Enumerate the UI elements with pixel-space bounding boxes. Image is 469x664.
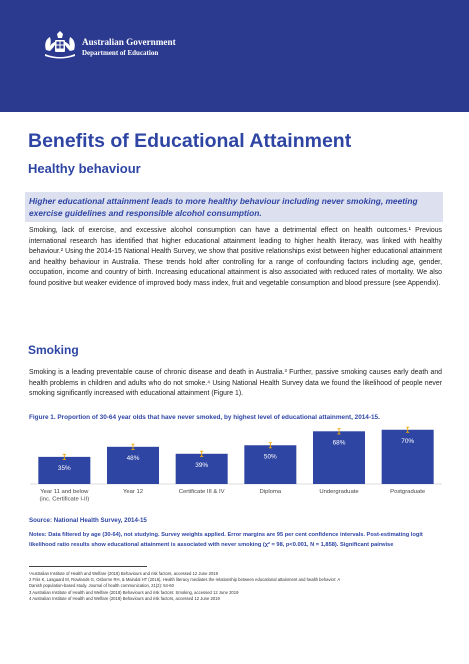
chart-category-label: Year 12: [122, 489, 144, 495]
government-header: [0, 0, 469, 112]
chart-notes: Notes: Data filtered by age (30-64), not studying. Survey weights applied. Error margins are 95 per cent confidence intervals. Post-estimating logit likelihood ratio results show educational attainment is associated with never smoking (χ² = 98, p<0.001, N = 1,858). Significant pairwise: [29, 532, 423, 548]
chart-category-label: Certificate III & IV: [178, 489, 225, 495]
org-name-line2: Department of Education: [82, 49, 159, 57]
coat-of-arms-icon: [42, 30, 78, 60]
key-finding-text: Higher educational attainment leads to more healthy behaviour including never smoking, meeting exercise guidelines and responsible alcohol consumption.: [29, 196, 418, 218]
chart-category-label: Postgraduate: [390, 489, 426, 495]
chart-data-label: 70%: [401, 437, 415, 445]
chart-category-label: Undergraduate: [319, 489, 359, 495]
chart-category-label: Year 11 and below: [40, 489, 89, 495]
footnote: 3 Australian Institute of Health and Welfare (2018) Behaviours and risk factors: Smoking, accessed 12 June 2019: [29, 589, 239, 595]
key-finding-box: [25, 192, 443, 222]
never-smoked-bar-chart: [26, 402, 446, 514]
figure-caption: Figure 1. Proportion of 30-64 year olds that have never smoked, by highest level of educational attainment, 2014-15.: [29, 414, 380, 421]
chart-data-label: 68%: [332, 439, 346, 447]
footnote: ¹Australian Institute of Health and Welfare (2018) Behaviours and risk factors, accessed 12 June 2019: [29, 571, 218, 576]
smoking-paragraph: Smoking is a leading preventable cause of chronic disease and death in Australia.³ Further, passive smoking causes early death and health problems in children and adults who do not smoke.⁴ Using National Health Survey data we found the likelihood of people never smoking significantly increased with educational attainment (Figure 1).: [29, 369, 442, 398]
section-heading-smoking: Smoking: [28, 343, 79, 357]
chart-source: Source: National Health Survey, 2014-15: [29, 517, 147, 524]
page-title: Benefits of Educational Attainment: [28, 130, 352, 152]
org-name-line1: Australian Government: [82, 37, 176, 47]
chart-bar: [107, 447, 159, 484]
chart-category-label: (inc. Certificate I-II): [39, 496, 90, 503]
chart-data-label: 48%: [126, 454, 140, 462]
footnote: 4 Australian Institute of Health and Welfare (2018) Behaviours and risk factors, accessed 12 June 2019: [29, 595, 220, 601]
chart-data-label: 35%: [57, 464, 71, 472]
footnote: 2 Friis K, Lasgaard M, Rowlands G, Osborne RH, & Maindal HT (2016), Health literacy mediates the relationship between educational attainment and health behavior: A: [29, 577, 341, 583]
chart-bar: [176, 454, 228, 484]
chart-data-label: 39%: [195, 461, 209, 469]
chart-bar: [244, 445, 296, 484]
chart-category-label: Diploma: [259, 489, 282, 495]
footnotes: [29, 571, 449, 602]
footnote: Danish population-based study. Journal of health communication, 21(2): 54-60: [29, 583, 174, 589]
chart-data-label: 50%: [263, 453, 277, 461]
intro-paragraph: Smoking, lack of exercise, and excessive alcohol consumption can have a detrimental effect on health outcomes.¹ Previous international research has identified that higher educational attainment leading to higher health literacy, was linked with healthy behaviour.² Using the 2014-15 National Health Survey, we show that positive relationships exist between higher educational attainment and healthy behaviour in Australia. These trends hold after controlling for a range of confounding factors including age, gender, occupation, income and country of birth. Increasing educational attainment is also associated with reduced rates of mortality. We also found positive but weaker evidence of improved body mass index, fruit and vegetable consumption and blood pressure (see Appendix).: [29, 227, 442, 287]
footnote-divider: [29, 566, 147, 567]
page-subtitle: Healthy behaviour: [28, 161, 141, 176]
org-name: [82, 37, 176, 58]
